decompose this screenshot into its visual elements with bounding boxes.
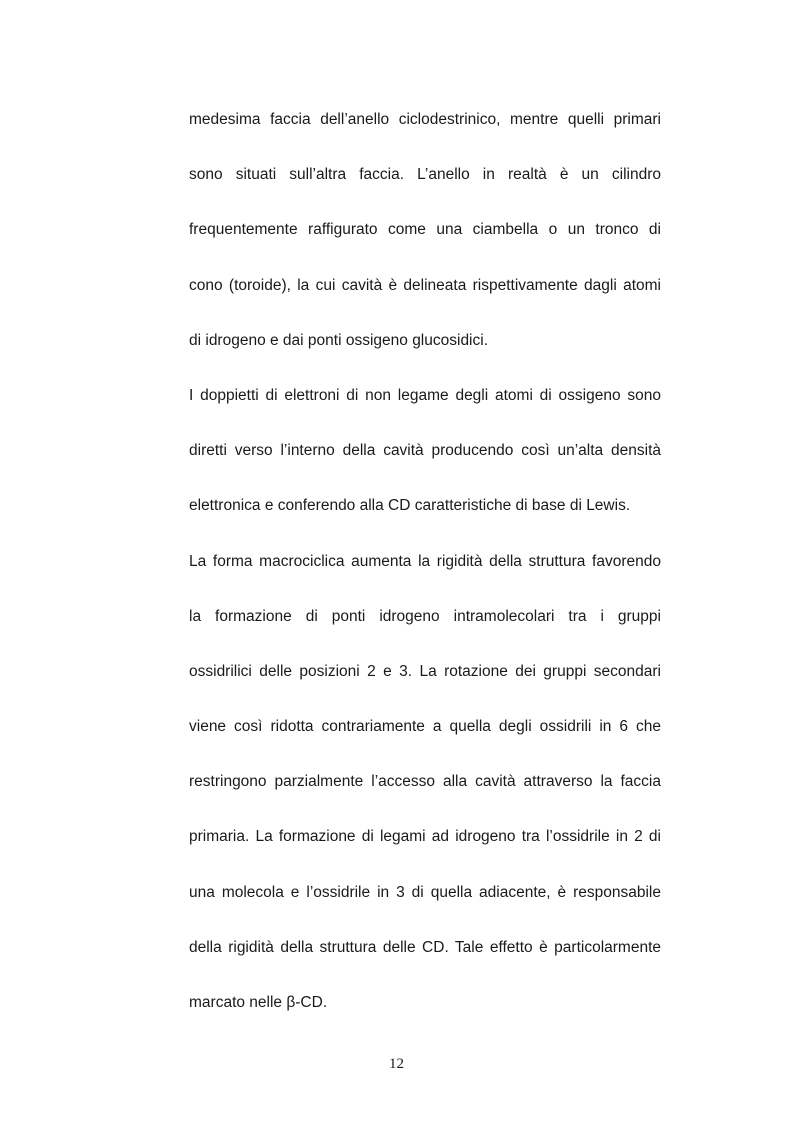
text-line: ossidrilici delle posizioni 2 e 3. La rotazione dei gruppi secondari (189, 662, 661, 680)
page-number: 12 (389, 1056, 404, 1072)
body-text (189, 92, 661, 1030)
text-line: medesima faccia dell’anello ciclodestrinico, mentre quelli primari (189, 111, 661, 128)
text-line: sono situati sull’altra faccia. L’anello in realtà è un cilindro (189, 166, 661, 184)
text-line: restringono parzialmente l’accesso alla cavità attraverso la faccia (189, 773, 661, 791)
text-line: una molecola e l’ossidrile in 3 di quella adiacente, è responsabile (189, 883, 661, 901)
text-line: cono (toroide), la cui cavità è delineata rispettivamente dagli atomi (189, 276, 661, 294)
text-line: la formazione di ponti idrogeno intramolecolari tra i gruppi (189, 607, 661, 625)
text-line: I doppietti di elettroni di non legame degli atomi di ossigeno sono (189, 386, 661, 404)
text-line: diretti verso l’interno della cavità producendo così un’alta densità (189, 442, 661, 460)
text-line: primaria. La formazione di legami ad idrogeno tra l’ossidrile in 2 di (189, 828, 661, 846)
text-line: La forma macrociclica aumenta la rigidità della struttura favorendo (189, 552, 661, 570)
text-line: frequentemente raffigurato come una ciambella o un tronco di (189, 221, 661, 239)
text-line: elettronica e conferendo alla CD caratteristiche di base di Lewis. (189, 497, 631, 515)
text-line: della rigidità della struttura delle CD. Tale effetto è particolarmente (189, 938, 661, 956)
text-line: di idrogeno e dai ponti ossigeno glucosidici. (189, 331, 489, 349)
text-line: marcato nelle β-CD. (189, 994, 328, 1011)
text-line: viene così ridotta contrariamente a quella degli ossidrili in 6 che (189, 718, 661, 736)
